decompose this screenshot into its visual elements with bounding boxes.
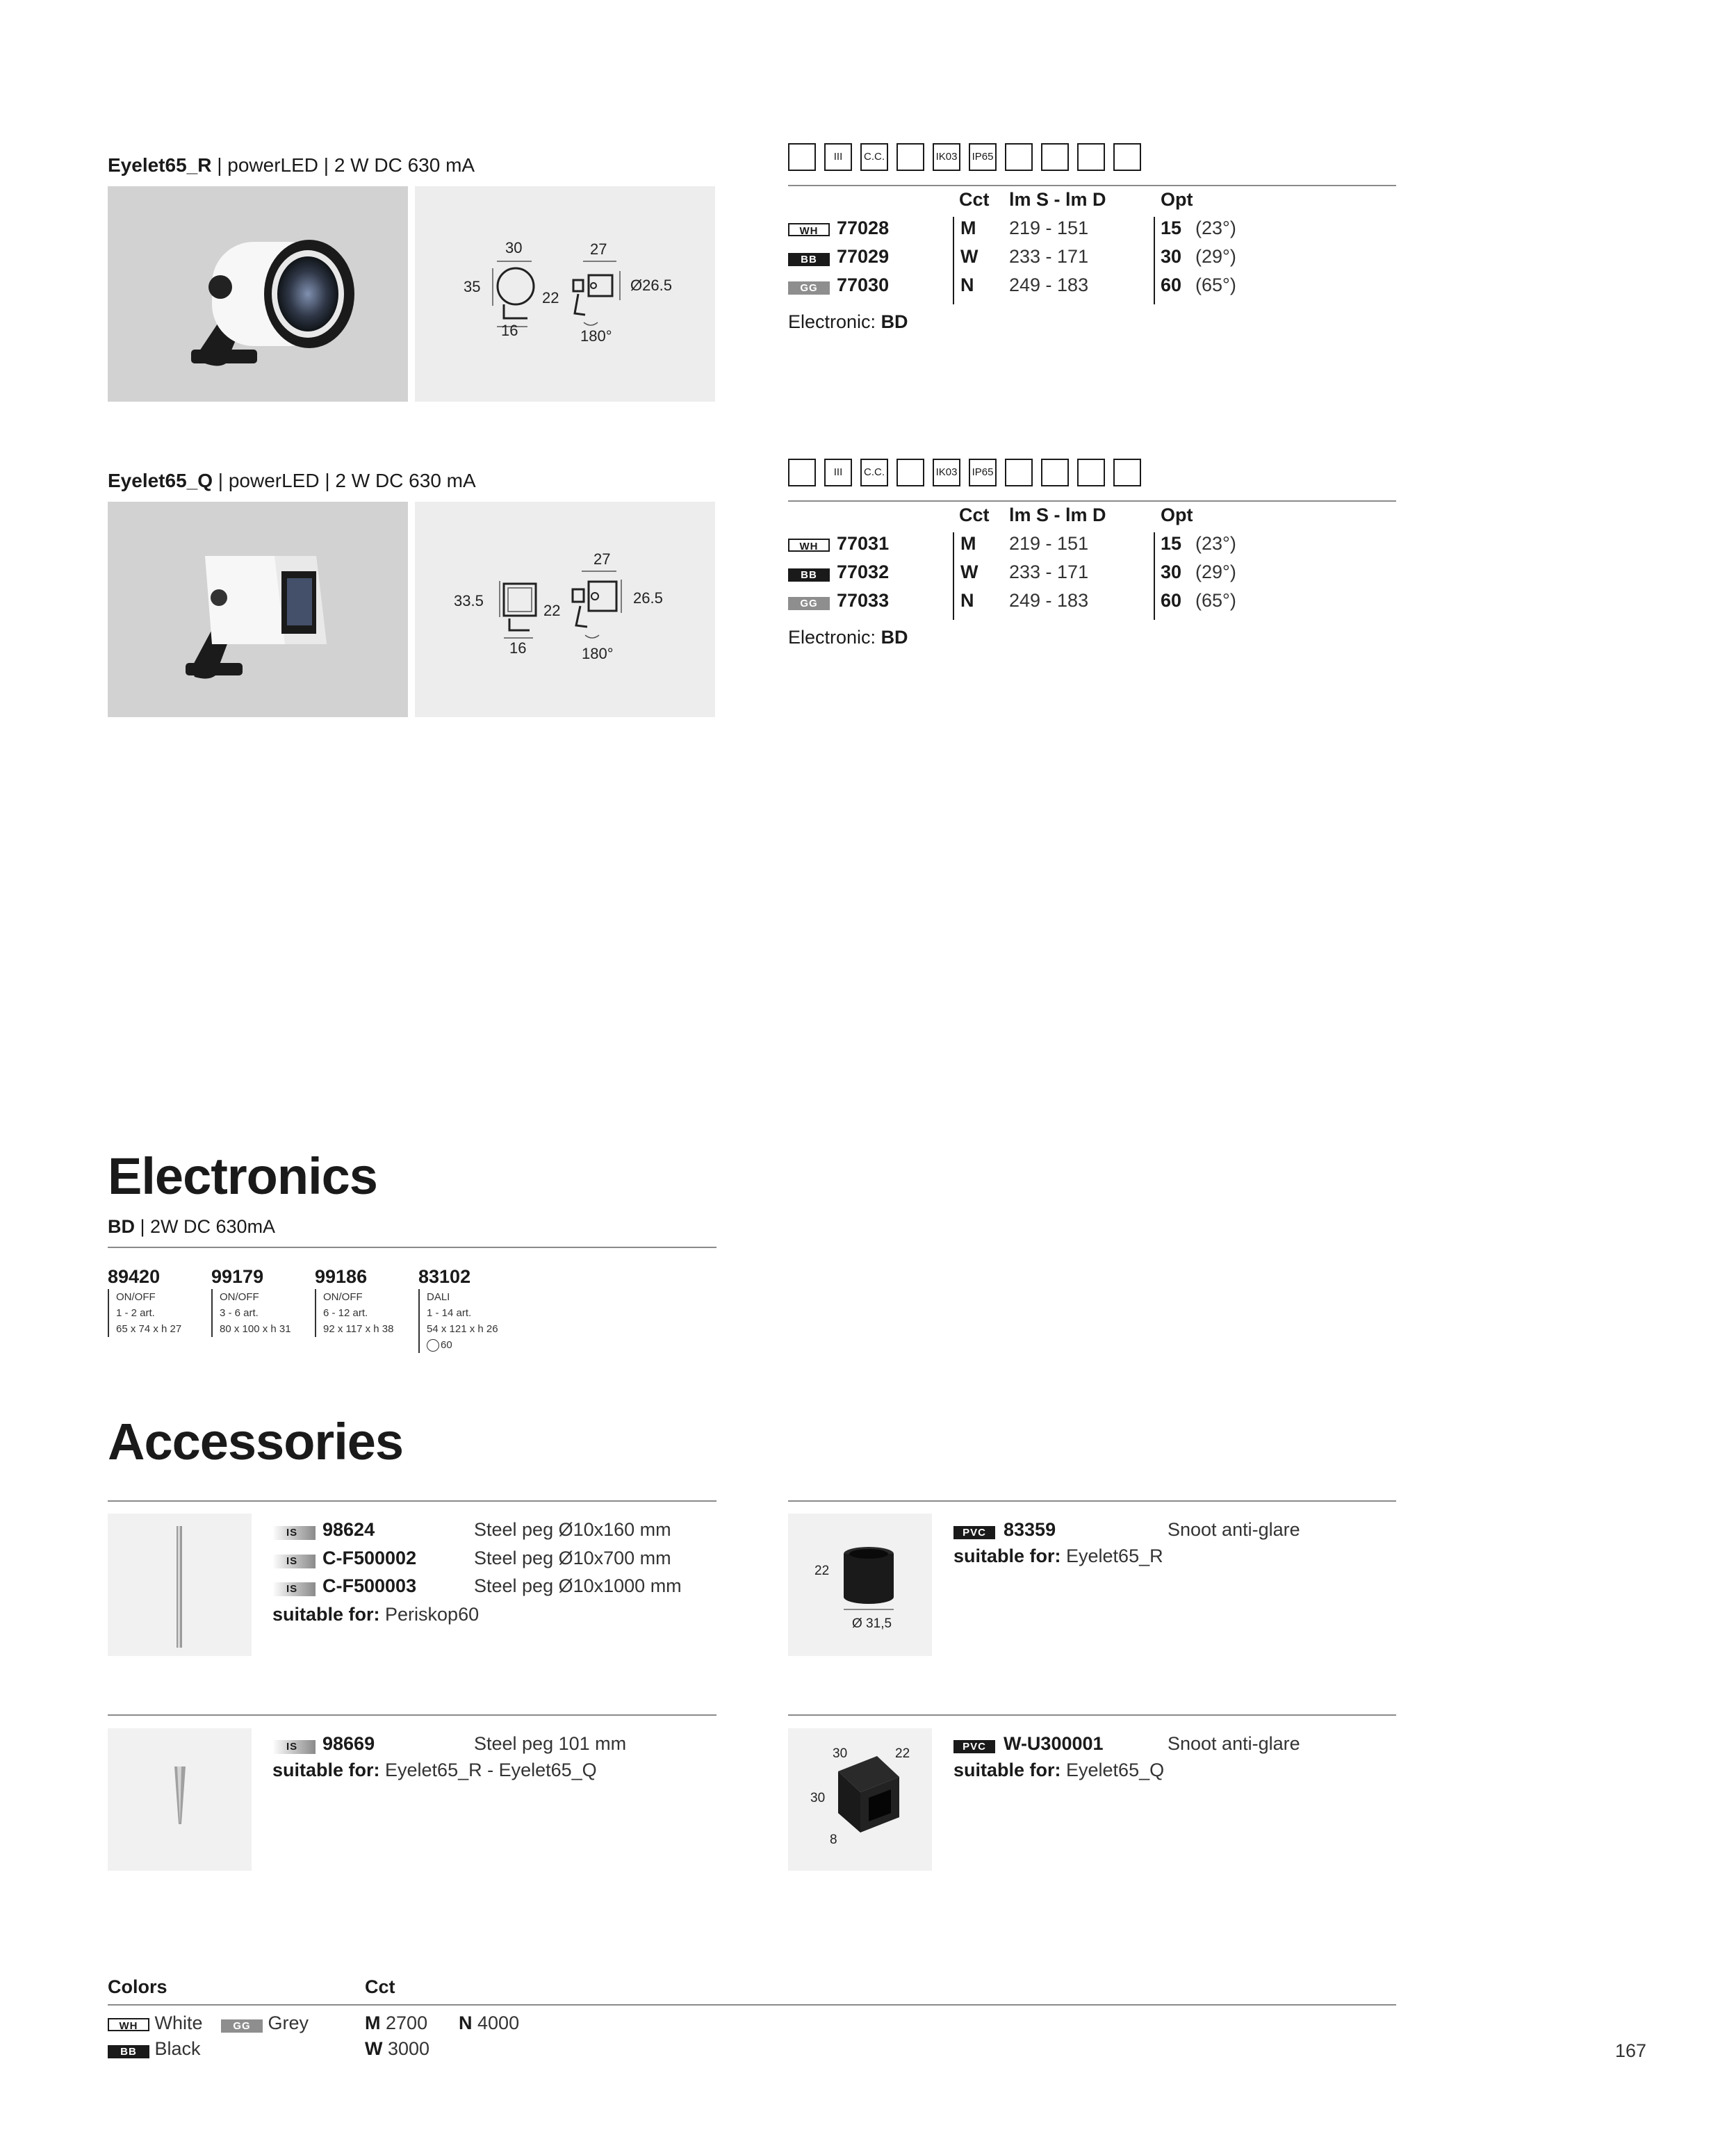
accessory-row: IS 98624 Steel peg Ø10x160 mm: [272, 1517, 316, 1542]
snoot-thickness: 8: [830, 1833, 837, 1847]
class-iii-icon: III: [824, 459, 852, 486]
table-row: GG 77033 N 249 - 183 60 (65°): [788, 588, 830, 613]
legend-cct-w: W 3000: [365, 2038, 430, 2059]
legend-cct-m: M 2700: [365, 2012, 428, 2033]
ik-icon: IK03: [933, 143, 960, 171]
legend-cct-title: Cct: [365, 1976, 395, 1997]
house-icon: [1113, 143, 1141, 171]
table-row: BB 77032 W 233 - 171 30 (29°): [788, 559, 830, 584]
suitable-for: suitable for: Eyelet65_R: [953, 1546, 1163, 1566]
col-divider: [953, 217, 954, 304]
accessory-row: IS 98669 Steel peg 101 mm: [272, 1731, 316, 1756]
snoot-round-image: [788, 1514, 932, 1656]
cc-icon: C.C.: [860, 143, 888, 171]
accessory-rule: [108, 1714, 716, 1716]
table-row: GG 77030 N 249 - 183 60 (65°): [788, 272, 830, 297]
driver-item: 99179 ON/OFF 3 - 6 art. 80 x 100 x h 31: [211, 1266, 309, 1337]
no-cover-icon: [896, 143, 924, 171]
accessory-rule: [788, 1500, 1396, 1502]
dim-rotation: 180°: [582, 645, 614, 662]
page-number: 167: [1615, 2040, 1647, 2061]
suitable-for: suitable for: Eyelet65_R - Eyelet65_Q: [272, 1760, 597, 1780]
install-icon: [1005, 143, 1033, 171]
cert-icon: [788, 459, 816, 486]
dim-width: 30: [505, 239, 523, 256]
section-title: Electronics: [108, 1147, 377, 1205]
ik-icon: IK03: [933, 459, 960, 486]
frame-icon: [1077, 459, 1105, 486]
col-divider: [1154, 532, 1155, 620]
accessory-image: [108, 1514, 252, 1656]
dimension-drawing: [415, 502, 715, 717]
snoot-height: 30: [810, 1791, 826, 1805]
accessory-row: IS C-F500002 Steel peg Ø10x700 mm: [272, 1546, 316, 1571]
dim-height: 33.5: [454, 592, 484, 609]
dim-height2: 26.5: [633, 589, 663, 607]
col-cct: Cct: [959, 505, 990, 525]
accessory-row: IS C-F500003 Steel peg Ø10x1000 mm: [272, 1573, 316, 1598]
table-row: WH 77028 M 219 - 151 15 (23°): [788, 215, 830, 240]
snoot-width: 30: [833, 1746, 848, 1761]
snoot-depth: 22: [895, 1746, 910, 1761]
cc-icon: C.C.: [860, 459, 888, 486]
mount-icon: [1041, 143, 1069, 171]
driver-item: 89420 ON/OFF 1 - 2 art. 65 x 74 x h 27: [108, 1266, 205, 1337]
accessory-row: PVC W-U300001 Snoot anti-glare: [953, 1731, 995, 1756]
table-row: BB 77029 W 233 - 171 30 (29°): [788, 244, 830, 269]
snoot-height: 22: [814, 1564, 830, 1578]
legend-white: WH White: [108, 2012, 203, 2034]
legend-grey: GG Grey: [221, 2012, 309, 2034]
dimmer-icon: [427, 1339, 439, 1352]
product-title: Eyelet65_Q | powerLED | 2 W DC 630 mA: [108, 470, 476, 491]
table-rule: [788, 185, 1396, 186]
col-cct: Cct: [959, 189, 990, 210]
table-row: WH 77031 M 219 - 151 15 (23°): [788, 531, 830, 556]
legend-cct-n: N 4000: [459, 2012, 520, 2033]
product-photo: [108, 186, 408, 402]
table-rule: [788, 500, 1396, 502]
col-lm: lm S - lm D: [1009, 189, 1106, 210]
cert-icons: [788, 459, 1149, 486]
legend-colors-title: Colors: [108, 1976, 167, 1997]
col-divider: [953, 532, 954, 620]
accessory-rule: [788, 1714, 1396, 1716]
dim-height: 35: [464, 278, 481, 295]
dim-base: 16: [501, 322, 518, 339]
cert-icons: [788, 143, 1149, 171]
dim-bracket: 22: [543, 602, 561, 619]
dim-bracket: 22: [542, 289, 559, 306]
dim-diameter: Ø26.5: [630, 277, 672, 294]
accessory-row: PVC 83359 Snoot anti-glare: [953, 1517, 995, 1542]
col-divider: [1154, 217, 1155, 304]
long-peg-image: [108, 1514, 252, 1656]
accessory-rule: [108, 1500, 716, 1502]
section-rule: [108, 1247, 716, 1248]
legend-black: BB Black: [108, 2038, 201, 2060]
ip-icon: IP65: [969, 143, 997, 171]
eyelet-r-image: [108, 186, 408, 402]
electronic-line: Electronic: BD: [788, 627, 908, 648]
frame-icon: [1077, 143, 1105, 171]
dimension-drawing: [415, 186, 715, 402]
dim-rotation: 180°: [580, 327, 612, 345]
col-opt: Opt: [1161, 505, 1193, 525]
mount-icon: [1041, 459, 1069, 486]
class-iii-icon: III: [824, 143, 852, 171]
cert-icon: [788, 143, 816, 171]
install-icon: [1005, 459, 1033, 486]
eyelet-q-image: [108, 502, 408, 717]
driver-item: 83102 DALI 1 - 14 art. 54 x 121 x h 26 60: [418, 1266, 516, 1353]
accessory-image: [788, 1514, 932, 1656]
house-icon: [1113, 459, 1141, 486]
section-subtitle: BD | 2W DC 630mA: [108, 1216, 276, 1237]
no-cover-icon: [896, 459, 924, 486]
snoot-diameter: Ø 31,5: [852, 1616, 892, 1631]
ip-icon: IP65: [969, 459, 997, 486]
col-lm: lm S - lm D: [1009, 505, 1106, 525]
col-opt: Opt: [1161, 189, 1193, 210]
product-title: Eyelet65_R | powerLED | 2 W DC 630 mA: [108, 154, 475, 176]
suitable-for: suitable for: Eyelet65_Q: [953, 1760, 1165, 1780]
accessory-image: [788, 1728, 932, 1871]
product-photo: [108, 502, 408, 717]
electronic-line: Electronic: BD: [788, 311, 908, 332]
driver-item: 99186 ON/OFF 6 - 12 art. 92 x 117 x h 38: [315, 1266, 412, 1337]
dim-depth: 27: [590, 240, 607, 258]
short-peg-image: [108, 1728, 252, 1871]
legend-rule: [108, 2004, 1396, 2006]
dim-base: 16: [509, 639, 527, 657]
suitable-for: suitable for: Periskop60: [272, 1604, 480, 1625]
dim-depth: 27: [593, 550, 611, 568]
accessory-image: [108, 1728, 252, 1871]
section-title: Accessories: [108, 1413, 404, 1470]
